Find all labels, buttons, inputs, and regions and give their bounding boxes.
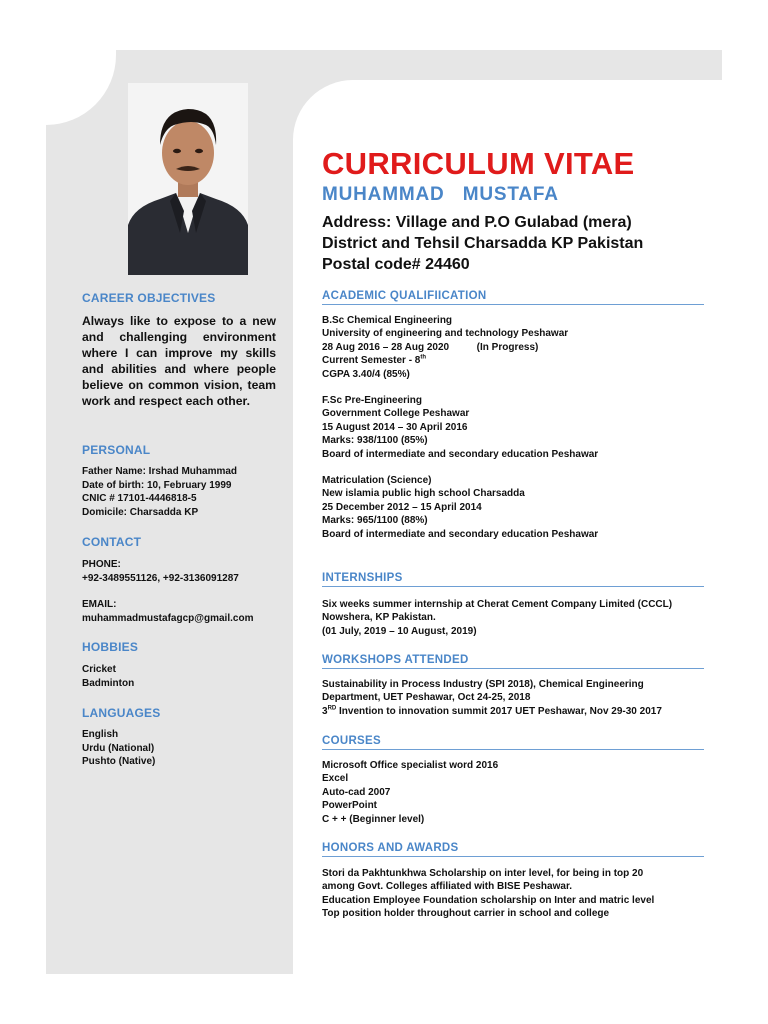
internship-line: Nowshera, KP Pakistan. (322, 612, 436, 624)
languages-list (82, 728, 278, 769)
email-label: EMAIL: (82, 599, 117, 610)
bsc-cgpa: CGPA 3.40/4 (85%) (322, 368, 410, 380)
fsc-board: Board of intermediate and secondary education Peshawar (322, 448, 599, 460)
course-item: C + + (Beginner level) (322, 813, 425, 825)
profile-photo (128, 83, 248, 275)
matric-institute: New islamia public high school Charsadda (322, 488, 525, 500)
internships-details (322, 598, 712, 638)
language-item: Urdu (National) (82, 742, 155, 754)
fsc-marks: Marks: 938/1100 (85%) (322, 435, 428, 447)
hobby-item: Cricket (82, 664, 116, 675)
address-line: Address: Village and P.O Gulabad (mera) (322, 214, 632, 231)
matric-degree: Matriculation (Science) (322, 475, 432, 487)
academic-details (322, 314, 712, 541)
workshop-line (322, 705, 712, 718)
domicile: Domicile: Charsadda KP (82, 506, 199, 518)
internships-heading: INTERNSHIPS (322, 572, 704, 587)
hobby-item: Badminton (82, 677, 135, 689)
workshop-line: Sustainability in Process Industry (SPI 2018), Chemical Engineering (322, 679, 644, 690)
personal-heading: PERSONAL (82, 443, 151, 457)
course-item: Excel (322, 773, 349, 785)
matric-board: Board of intermediate and secondary education Peshawar (322, 528, 599, 540)
bsc-dates-row (322, 341, 712, 354)
address-line: District and Tehsil Charsadda KP Pakistan (322, 235, 644, 252)
cnic: CNIC # 17101-4446818-5 (82, 493, 197, 504)
bsc-dates: 28 Aug 2016 – 28 Aug 2020 (322, 341, 450, 353)
address-block (322, 212, 643, 275)
languages-heading: LANGUAGES (82, 706, 161, 720)
personal-details (82, 465, 278, 519)
fsc-degree: F.Sc Pre-Engineering (322, 395, 423, 407)
father-name: Father Name: Irshad Muhammad (82, 466, 238, 477)
fsc-institute: Government College Peshawar (322, 408, 470, 420)
workshops-details (322, 678, 712, 718)
honors-heading: HONORS AND AWARDS (322, 842, 704, 857)
hobbies-heading: HOBBIES (82, 640, 139, 654)
hobbies-list (82, 663, 278, 690)
phone-number: +92-3489551126, +92-3136091287 (82, 572, 239, 584)
internship-line: (01 July, 2019 – 10 August, 2019) (322, 625, 477, 637)
candidate-name: MUHAMMAD MUSTAFA (322, 184, 559, 205)
phone-label: PHONE: (82, 559, 121, 570)
cv-title: CURRICULUM VITAE (322, 146, 635, 181)
contact-details (82, 558, 278, 625)
contact-heading: CONTACT (82, 535, 142, 549)
bsc-semester (322, 354, 712, 367)
career-objective-text: Always like to expose to a new and challenging environment where I can improve my skills and abilities and where people believe on common vision, team work and respect each other. (82, 314, 276, 408)
academic-heading: ACADEMIC QUALIFIICATION (322, 290, 704, 305)
honors-list (322, 867, 712, 921)
address-line: Postal code# 24460 (322, 256, 470, 273)
workshops-heading: WORKSHOPS ATTENDED (322, 654, 704, 669)
honor-line: Education Employee Foundation scholarship on Inter and matric level (322, 894, 655, 906)
courses-heading: COURSES (322, 735, 704, 750)
bsc-institute: University of engineering and technology Peshawar (322, 328, 569, 340)
language-item: Pushto (Native) (82, 756, 156, 767)
honor-line: Top position holder throughout carrier in school and college (322, 908, 610, 920)
language-item: English (82, 729, 119, 740)
internship-line: Six weeks summer internship at Cherat Cement Company Limited (CCCL) (322, 599, 673, 610)
honor-line: among Govt. Colleges affiliated with BISE Peshawar. (322, 881, 573, 893)
honor-line: Stori da Pakhtunkhwa Scholarship on inter level, for being in top 20 (322, 868, 644, 879)
semester-text: Current Semester - 8 (322, 355, 421, 367)
workshop-line: Department, UET Peshawar, Oct 24-25, 2018 (322, 692, 531, 704)
bsc-status: (In Progress) (476, 341, 539, 353)
matric-dates: 25 December 2012 – 15 April 2014 (322, 501, 482, 513)
workshop-ordinal: 3 (322, 705, 328, 717)
email-address[interactable]: muhammadmustafagcp@gmail.com (82, 612, 254, 624)
career-objectives-heading: CAREER OBJECTIVES (82, 291, 216, 305)
course-item: Auto-cad 2007 (322, 786, 391, 798)
course-item: PowerPoint (322, 800, 378, 812)
course-item: Microsoft Office specialist word 2016 (322, 760, 499, 771)
workshop-text: Invention to innovation summit 2017 UET Peshawar, Nov 29-30 2017 (336, 705, 662, 717)
fsc-dates: 15 August 2014 – 30 April 2016 (322, 421, 468, 433)
workshop-ordinal-sup: RD (327, 705, 337, 712)
bsc-degree: B.Sc Chemical Engineering (322, 315, 453, 326)
date-of-birth: Date of birth: 10, February 1999 (82, 479, 232, 491)
semester-sup: th (420, 354, 427, 361)
courses-list (322, 759, 712, 826)
matric-marks: Marks: 965/1100 (88%) (322, 515, 428, 527)
